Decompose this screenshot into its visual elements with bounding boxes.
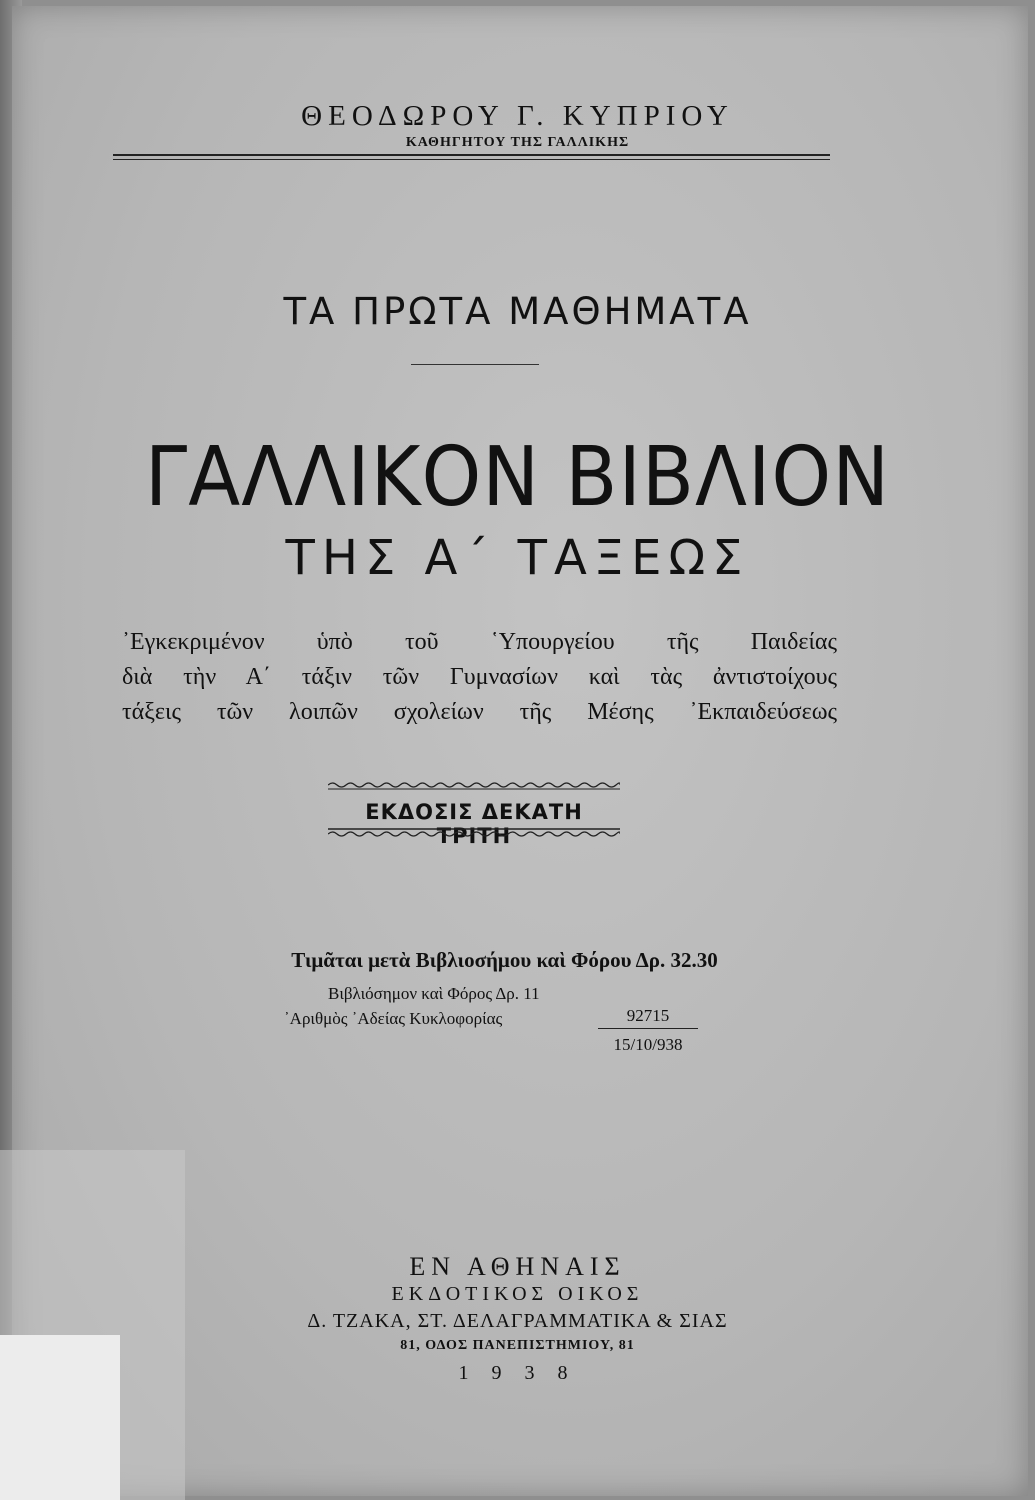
header-rule-bottom [113,159,830,160]
edition-box [328,780,620,848]
imprint-place: ΕΝ ΑΘΗΝΑΙΣ [409,1252,626,1281]
approval-line-2: διὰ τὴν Α΄ τάξιν τῶν Γυμνασίων καὶ τὰς ἀντιστοίχους [122,664,837,690]
book-title: ΓΑΛΛΙΚΟΝ ΒΙΒΛΙΟΝ [144,428,891,525]
series-divider [411,364,539,365]
author-name: ΘΕΟΔΩΡΟΥ Γ. ΚΥΠΡΙΟΥ [301,100,734,132]
author-title: ΚΑΘΗΓΗΤΟΥ ΤΗΣ ΓΑΛΛΙΚΗΣ [405,135,630,150]
approval-line-3: τάξεις τῶν λοιπῶν σχολείων τῆς Μέσης ᾿Εκπαιδεύσεως [122,699,837,725]
edition-wave-top [328,780,620,790]
library-label-sticker [0,1335,120,1500]
license-label: ᾿Αριθμὸς ᾿Αδείας Κυκλοφορίας [284,1009,503,1028]
price-line: Τιμᾶται μετὰ Βιβλιοσήμου καὶ Φόρου Δρ. 32.30 [291,948,718,972]
license-date: 15/10/938 [613,1035,683,1054]
license-number: 92715 [598,1006,698,1029]
imprint-house: ΕΚΔΟΤΙΚΟΣ ΟΙΚΟΣ [391,1283,644,1305]
imprint-year: 1 9 3 8 [458,1362,577,1384]
approval-statement [122,625,837,730]
imprint-address: 81, ΟΔΟΣ ΠΑΝΕΠΙΣΤΗΜΙΟΥ, 81 [400,1338,635,1353]
header-rule-top [113,154,830,156]
edition-label: ΕΚΔΟΣΙΣ ΔΕΚΑΤΗ ΤΡΙΤΗ [365,800,583,848]
tax-note: Βιβλιόσημον καὶ Φόρος Δρ. 11 [328,984,540,1003]
edition-wave-bottom [328,828,620,838]
imprint-publisher: Δ. ΤΖΑΚΑ, ΣΤ. ΔΕΛΑΓΡΑΜΜΑΤΙΚΑ & ΣΙΑΣ [307,1310,728,1332]
book-subtitle: ΤΗΣ Α΄ ΤΑΞΕΩΣ [285,530,750,586]
approval-line-1: ᾿Εγκεκριμένον ὑπὸ τοῦ ῾Υπουργείου τῆς Παιδείας [122,629,837,655]
series-title: ΤΑ ΠΡΩΤΑ ΜΑΘΗΜΑΤΑ [283,290,752,333]
